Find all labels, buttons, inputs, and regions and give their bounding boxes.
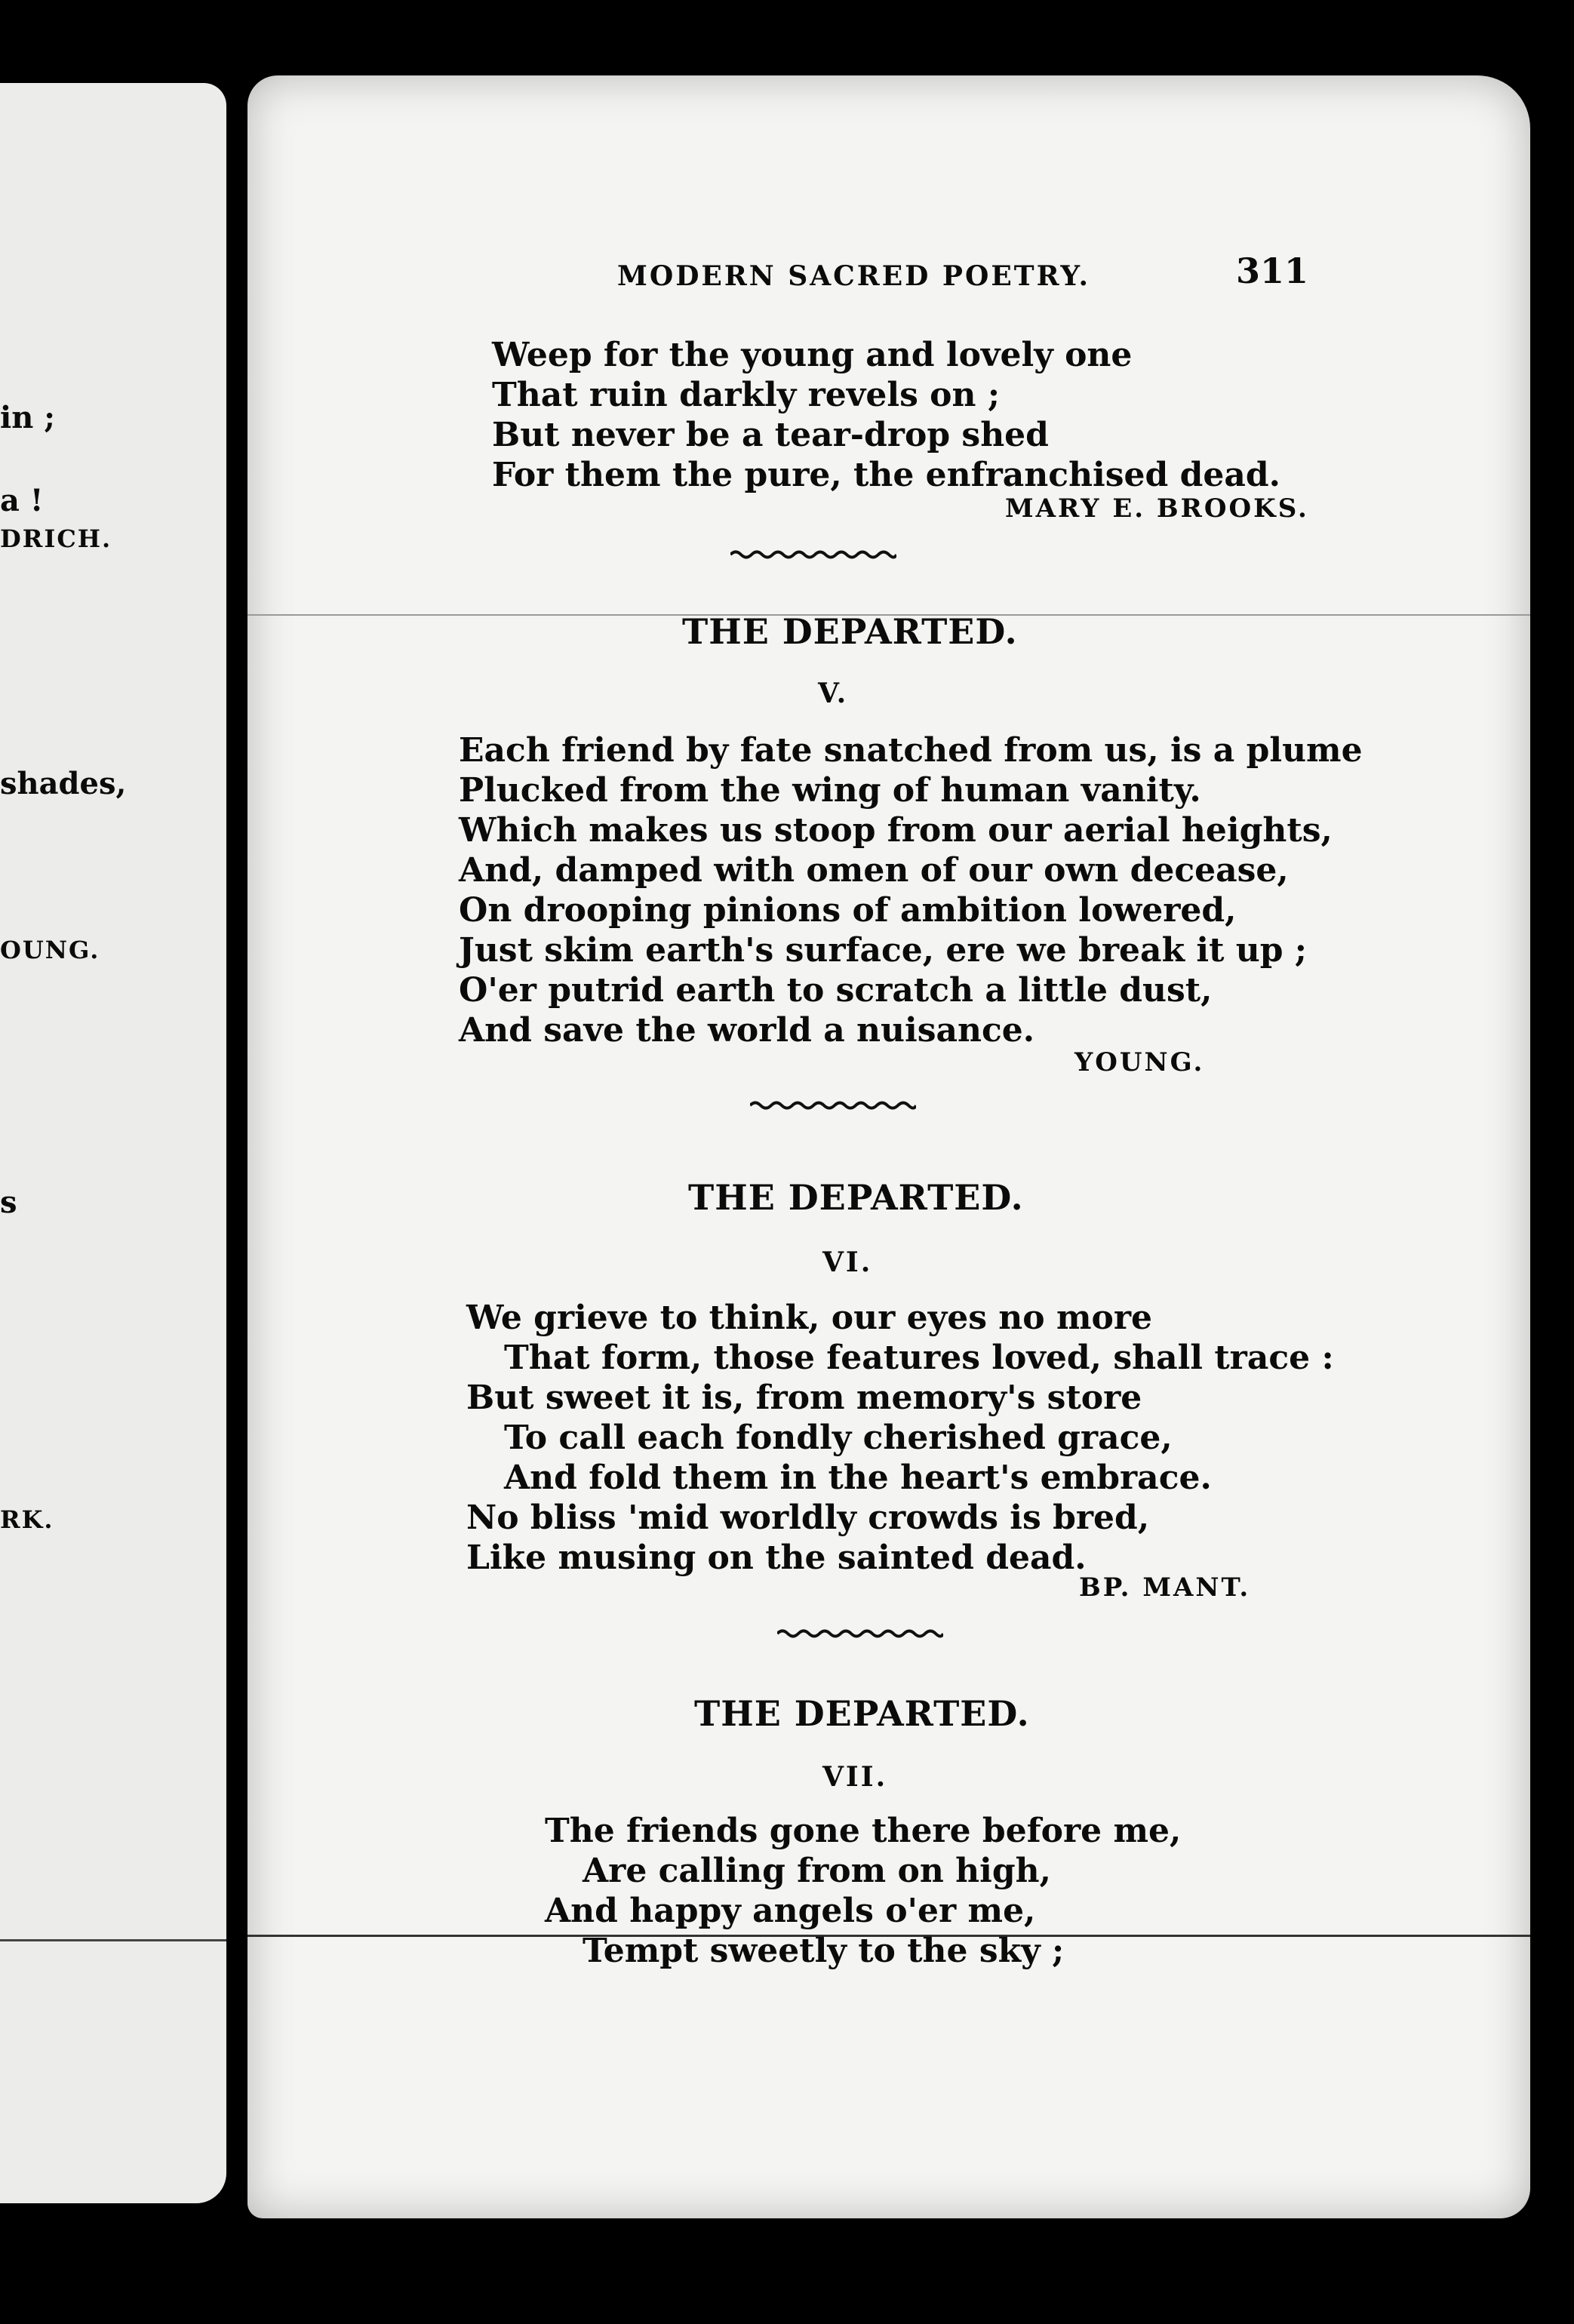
poem-line: Tempt sweetly to the sky ; xyxy=(583,1932,1065,1970)
attribution-mant: BP. MANT. xyxy=(1079,1572,1251,1603)
poem-line: But sweet it is, from memory's store xyxy=(466,1379,1142,1417)
poem-line: And happy angels o'er me, xyxy=(545,1892,1036,1930)
poem-line: O'er putrid earth to scratch a little dust, xyxy=(459,971,1213,1010)
poem-line: Like musing on the sainted dead. xyxy=(466,1539,1087,1577)
poem-line: That form, those features loved, shall trace : xyxy=(504,1339,1334,1377)
left-fragment-5: OUNG. xyxy=(0,936,100,964)
section-divider xyxy=(750,1100,916,1111)
attribution-brooks: MARY E. BROOKS. xyxy=(1005,493,1309,524)
section-divider xyxy=(730,549,896,560)
poem-line: On drooping pinions of ambition lowered, xyxy=(459,891,1237,930)
poem-section-vi xyxy=(466,1298,1334,1578)
poem-line: Just skim earth's surface, ere we break it up ; xyxy=(459,931,1308,970)
poem-section-v xyxy=(459,730,1363,1050)
left-page-fragment xyxy=(0,83,226,2203)
left-fragment-1: in ; xyxy=(0,400,55,435)
scan-line xyxy=(0,1939,226,1941)
poem-line: To call each fondly cherished grace, xyxy=(504,1419,1173,1457)
poem-top xyxy=(492,335,1280,495)
section-title-v: THE DEPARTED. xyxy=(682,611,1018,652)
poem-line: And fold them in the heart's embrace. xyxy=(504,1459,1212,1497)
section-numeral-vii: VII. xyxy=(822,1761,888,1793)
left-fragment-3: DRICH. xyxy=(0,524,112,553)
section-numeral-vi: VI. xyxy=(822,1247,873,1278)
poem-line: No bliss 'mid worldly crowds is bred, xyxy=(466,1499,1150,1537)
poem-line: And, damped with omen of our own decease, xyxy=(459,851,1289,890)
page-number: 311 xyxy=(1236,251,1309,291)
section-numeral-v: V. xyxy=(818,678,849,709)
poem-line: But never be a tear-drop shed xyxy=(492,416,1049,454)
poem-line: We grieve to think, our eyes no more xyxy=(466,1299,1153,1337)
poem-line: And save the world a nuisance. xyxy=(459,1011,1035,1050)
left-fragment-2: a ! xyxy=(0,483,44,518)
poem-line: For them the pure, the enfranchised dead. xyxy=(492,456,1280,494)
poem-line: Each friend by fate snatched from us, is a plume xyxy=(459,731,1363,770)
poem-line: The friends gone there before me, xyxy=(545,1812,1182,1850)
section-title-vii: THE DEPARTED. xyxy=(694,1693,1030,1734)
running-head: MODERN SACRED POETRY. xyxy=(617,260,1090,292)
poem-line: Weep for the young and lovely one xyxy=(492,336,1133,374)
left-fragment-6: s xyxy=(0,1185,17,1220)
poem-line: Which makes us stoop from our aerial heights, xyxy=(459,811,1333,850)
left-fragment-7: RK. xyxy=(0,1505,54,1534)
poem-section-vii xyxy=(545,1811,1181,1971)
section-divider xyxy=(777,1628,943,1639)
poem-line: That ruin darkly revels on ; xyxy=(492,376,1001,414)
poem-line: Are calling from on high, xyxy=(583,1852,1051,1890)
poem-line: Plucked from the wing of human vanity. xyxy=(459,771,1201,810)
left-fragment-4: shades, xyxy=(0,766,127,801)
section-title-vi: THE DEPARTED. xyxy=(688,1177,1024,1218)
attribution-young: YOUNG. xyxy=(1074,1047,1205,1077)
